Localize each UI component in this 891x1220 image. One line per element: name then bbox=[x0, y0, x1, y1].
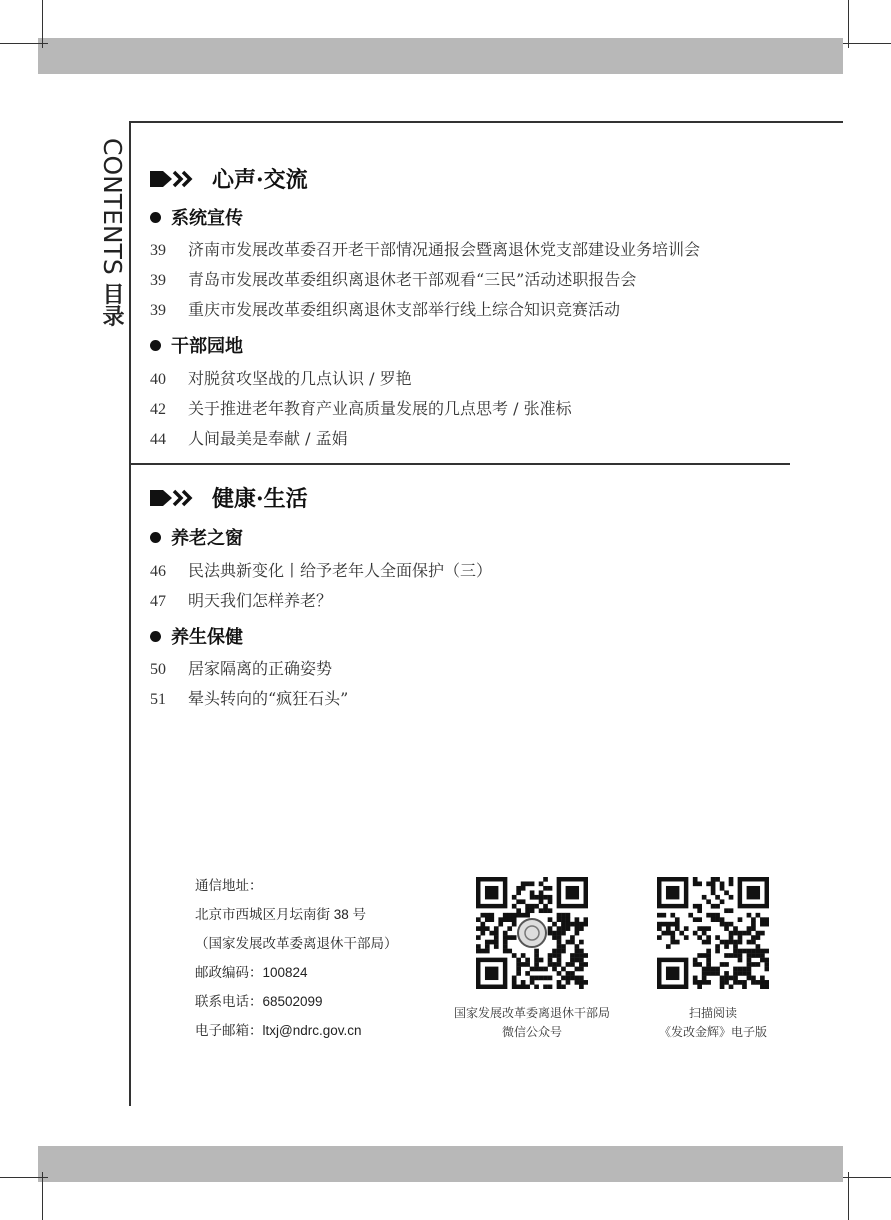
crop-mark bbox=[843, 43, 891, 44]
crop-mark bbox=[0, 43, 48, 44]
section-heading bbox=[150, 482, 308, 513]
contact-postcode: 邮政编码：100824 bbox=[195, 965, 308, 980]
page-number: 50 bbox=[150, 661, 166, 678]
crop-mark bbox=[42, 0, 43, 48]
qr-caption bbox=[432, 1004, 632, 1042]
entry-title: 重庆市发展改革委组织离退休支部举行线上综合知识竞赛活动 bbox=[188, 300, 621, 319]
bullet-icon bbox=[150, 212, 161, 223]
qr-caption-line: 扫描阅读 bbox=[688, 1006, 737, 1020]
group-heading bbox=[150, 204, 243, 230]
wechat-qr-code[interactable] bbox=[476, 877, 588, 989]
contact-phone: 联系电话：68502099 bbox=[195, 994, 323, 1009]
page-number: 39 bbox=[150, 302, 166, 319]
entry-title: 居家隔离的正确姿势 bbox=[188, 659, 333, 678]
sidebar-divider bbox=[129, 122, 131, 1106]
contact-org: （国家发展改革委离退休干部局） bbox=[195, 936, 398, 951]
page-number: 39 bbox=[150, 242, 166, 259]
page-number: 39 bbox=[150, 272, 166, 289]
page-number: 42 bbox=[150, 401, 166, 418]
contact-label: 通信地址： bbox=[195, 878, 263, 893]
crop-mark bbox=[0, 1177, 48, 1178]
group-heading bbox=[150, 524, 243, 550]
entry-title: 民法典新变化丨给予老年人全面保护（三） bbox=[188, 561, 493, 580]
crop-mark bbox=[848, 1172, 849, 1220]
contact-address: 北京市西城区月坛南街 38 号 bbox=[195, 907, 367, 922]
toc-entry[interactable] bbox=[150, 686, 348, 709]
entry-title: 济南市发展改革委召开老干部情况通报会暨离退休党支部建设业务培训会 bbox=[188, 240, 701, 259]
section-arrow-icon bbox=[150, 488, 202, 508]
bullet-icon bbox=[150, 340, 161, 351]
bullet-icon bbox=[150, 532, 161, 543]
qr-caption-line: 微信公众号 bbox=[501, 1025, 562, 1039]
section-title: 健康·生活 bbox=[212, 486, 308, 512]
entry-title: 关于推进老年教育产业高质量发展的几点思考 / 张准标 bbox=[188, 399, 572, 418]
section-heading bbox=[150, 163, 308, 194]
page-number: 47 bbox=[150, 593, 166, 610]
group-title: 养老之窗 bbox=[171, 528, 243, 549]
entry-title: 晕头转向的“疯狂石头” bbox=[188, 689, 349, 708]
entry-title: 青岛市发展改革委组织离退休老干部观看“三民”活动述职报告会 bbox=[188, 270, 637, 289]
toc-entry[interactable] bbox=[150, 237, 700, 260]
page-number: 46 bbox=[150, 563, 166, 580]
page-number: 51 bbox=[150, 691, 166, 708]
crop-mark bbox=[42, 1172, 43, 1220]
top-gray-band bbox=[38, 38, 843, 74]
crop-mark bbox=[843, 1177, 891, 1178]
toc-entry[interactable] bbox=[150, 396, 572, 419]
entry-title: 人间最美是奉献 / 孟娟 bbox=[188, 429, 348, 448]
contact-email[interactable]: 电子邮箱：ltxj@ndrc.gov.cn bbox=[195, 1023, 362, 1038]
entry-title: 对脱贫攻坚战的几点认识 / 罗艳 bbox=[188, 369, 412, 388]
toc-entry[interactable] bbox=[150, 656, 332, 679]
toc-entry[interactable] bbox=[150, 558, 492, 581]
toc-entry[interactable] bbox=[150, 297, 620, 320]
entry-title: 明天我们怎样养老？ bbox=[188, 591, 333, 610]
page-number: 44 bbox=[150, 431, 166, 448]
bottom-gray-band bbox=[38, 1146, 843, 1182]
page-number: 40 bbox=[150, 371, 166, 388]
group-title: 干部园地 bbox=[171, 336, 243, 357]
group-heading bbox=[150, 623, 243, 649]
qr-caption-line: 国家发展改革委离退休干部局 bbox=[453, 1006, 610, 1020]
toc-entry[interactable] bbox=[150, 426, 348, 449]
toc-entry[interactable] bbox=[150, 267, 636, 290]
qr-caption-line: 《发改金辉》电子版 bbox=[658, 1025, 767, 1039]
qr-caption bbox=[613, 1004, 813, 1042]
group-title: 系统宣传 bbox=[171, 208, 243, 229]
contents-title bbox=[96, 138, 128, 327]
section-divider bbox=[129, 463, 790, 465]
section-arrow-icon bbox=[150, 169, 202, 189]
toc-entry[interactable] bbox=[150, 588, 332, 611]
top-rule bbox=[129, 121, 843, 123]
crop-mark bbox=[848, 0, 849, 48]
contents-title-cn: 目录 bbox=[99, 282, 125, 327]
contents-title-en: CONTENTS bbox=[98, 138, 127, 275]
group-heading bbox=[150, 332, 243, 358]
toc-entry[interactable] bbox=[150, 366, 412, 389]
section-title: 心声·交流 bbox=[212, 167, 308, 193]
ebook-qr-code[interactable] bbox=[657, 877, 769, 989]
bullet-icon bbox=[150, 631, 161, 642]
group-title: 养生保健 bbox=[171, 627, 243, 648]
